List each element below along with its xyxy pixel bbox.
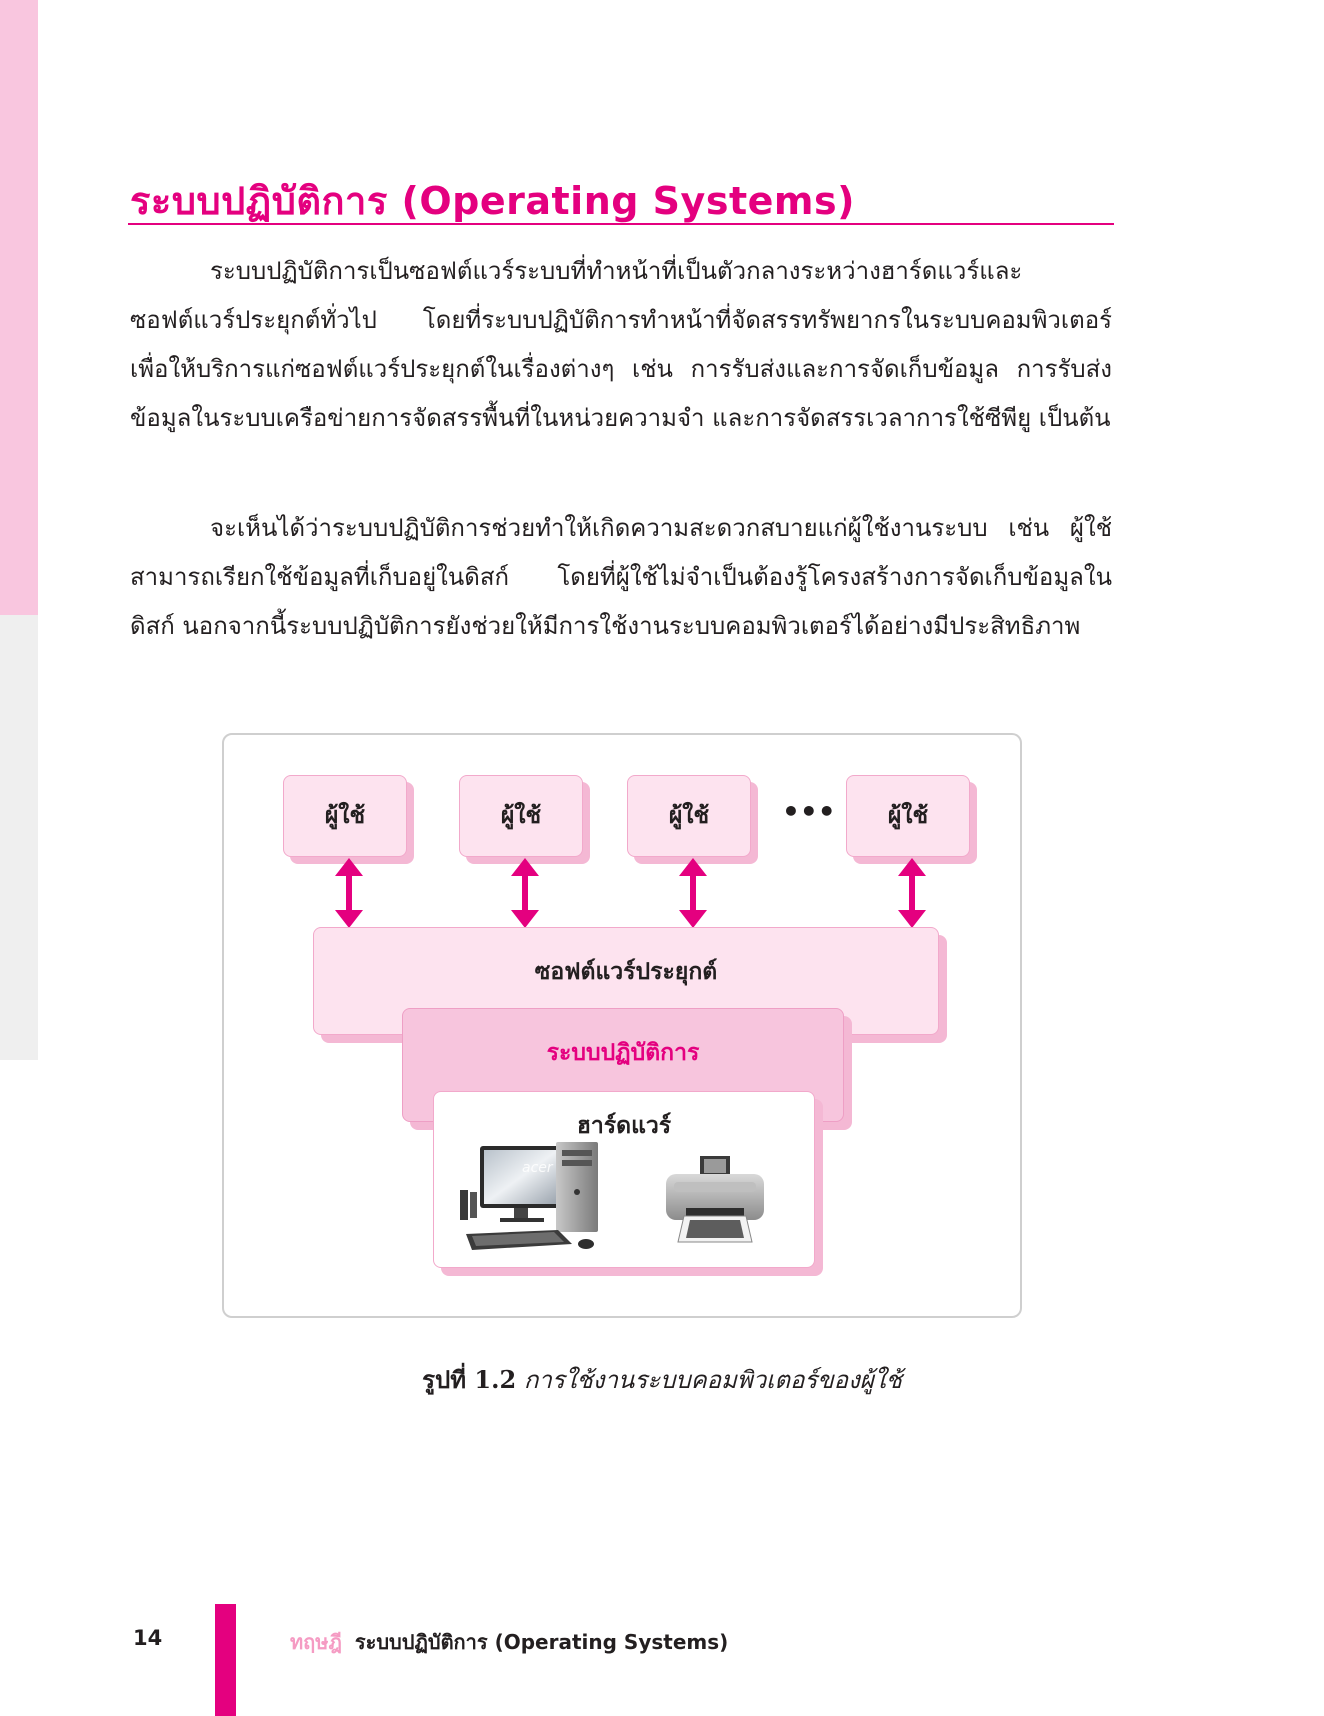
title-underline <box>128 223 1114 225</box>
more-users-ellipsis: ••• <box>782 795 836 828</box>
double-arrow-icon <box>897 858 927 928</box>
hardware-layer <box>433 1091 815 1268</box>
running-footer <box>290 1626 728 1658</box>
footer-title: ระบบปฏิบัติการ (Operating Systems) <box>354 1630 729 1654</box>
user-box-4 <box>846 775 970 857</box>
operating-system-label: ระบบปฏิบัติการ <box>546 1040 700 1066</box>
side-tab-pink <box>0 0 38 615</box>
user-box-3 <box>627 775 751 857</box>
figure-number: รูปที่ 1.2 <box>422 1365 517 1394</box>
user-label: ผู้ใช้ <box>324 803 366 829</box>
double-arrow-icon <box>510 858 540 928</box>
side-tab-gray <box>0 615 38 1060</box>
paragraph-1: ระบบปฏิบัติการเป็นซอฟต์แวร์ระบบที่ทำหน้าที่เป็นตัวกลางระหว่างฮาร์ดแวร์และซอฟต์แวร์ประยุกต์ทั่วไป โดยที่ระบบปฏิบัติการทำหน้าที่จัดสรรทรัพยากรในระบบคอมพิวเตอร์ เพื่อให้บริการแก่ซอฟต์แวร์ประยุกต์ในเรื่องต่างๆ เช่น การรับส่งและการจัดเก็บข้อมูล การรับส่งข้อมูลในระบบเครือข่ายการจัดสรรพื้นที่ในหน่วยความจำ และการจัดสรรเวลาการใช้ซีพียู เป็นต้น <box>130 257 1112 432</box>
figure-caption <box>0 1360 1324 1399</box>
page-title: ระบบปฏิบัติการ (Operating Systems) <box>130 179 855 223</box>
brand-label: acer <box>522 1160 553 1176</box>
figure-caption-text: การใช้งานระบบคอมพิวเตอร์ของผู้ใช้ <box>523 1366 902 1394</box>
double-arrow-icon <box>678 858 708 928</box>
application-software-label: ซอฟต์แวร์ประยุกต์ <box>534 959 718 985</box>
printer-icon <box>660 1156 770 1246</box>
footer-bar <box>215 1604 236 1716</box>
user-box-2 <box>459 775 583 857</box>
user-label: ผู้ใช้ <box>500 803 542 829</box>
hardware-label: ฮาร์ดแวร์ <box>576 1113 672 1139</box>
double-arrow-icon <box>334 858 364 928</box>
paragraph-2: จะเห็นได้ว่าระบบปฏิบัติการช่วยทำให้เกิดความสะดวกสบายแก่ผู้ใช้งานระบบ เช่น ผู้ใช้สามารถเรียกใช้ข้อมูลที่เก็บอยู่ในดิสก์ โดยที่ผู้ใช้ไม่จำเป็นต้องรู้โครงสร้างการจัดเก็บข้อมูลในดิสก์ นอกจากนี้ระบบปฏิบัติการยังช่วยให้มีการใช้งานระบบคอมพิวเตอร์ได้อย่างมีประสิทธิภาพ <box>130 514 1112 640</box>
desktop-computer-icon <box>460 1142 610 1257</box>
user-box-1 <box>283 775 407 857</box>
page-number: 14 <box>133 1626 163 1650</box>
footer-category: ทฤษฎี <box>290 1630 342 1654</box>
user-label: ผู้ใช้ <box>887 803 929 829</box>
user-label: ผู้ใช้ <box>668 803 710 829</box>
